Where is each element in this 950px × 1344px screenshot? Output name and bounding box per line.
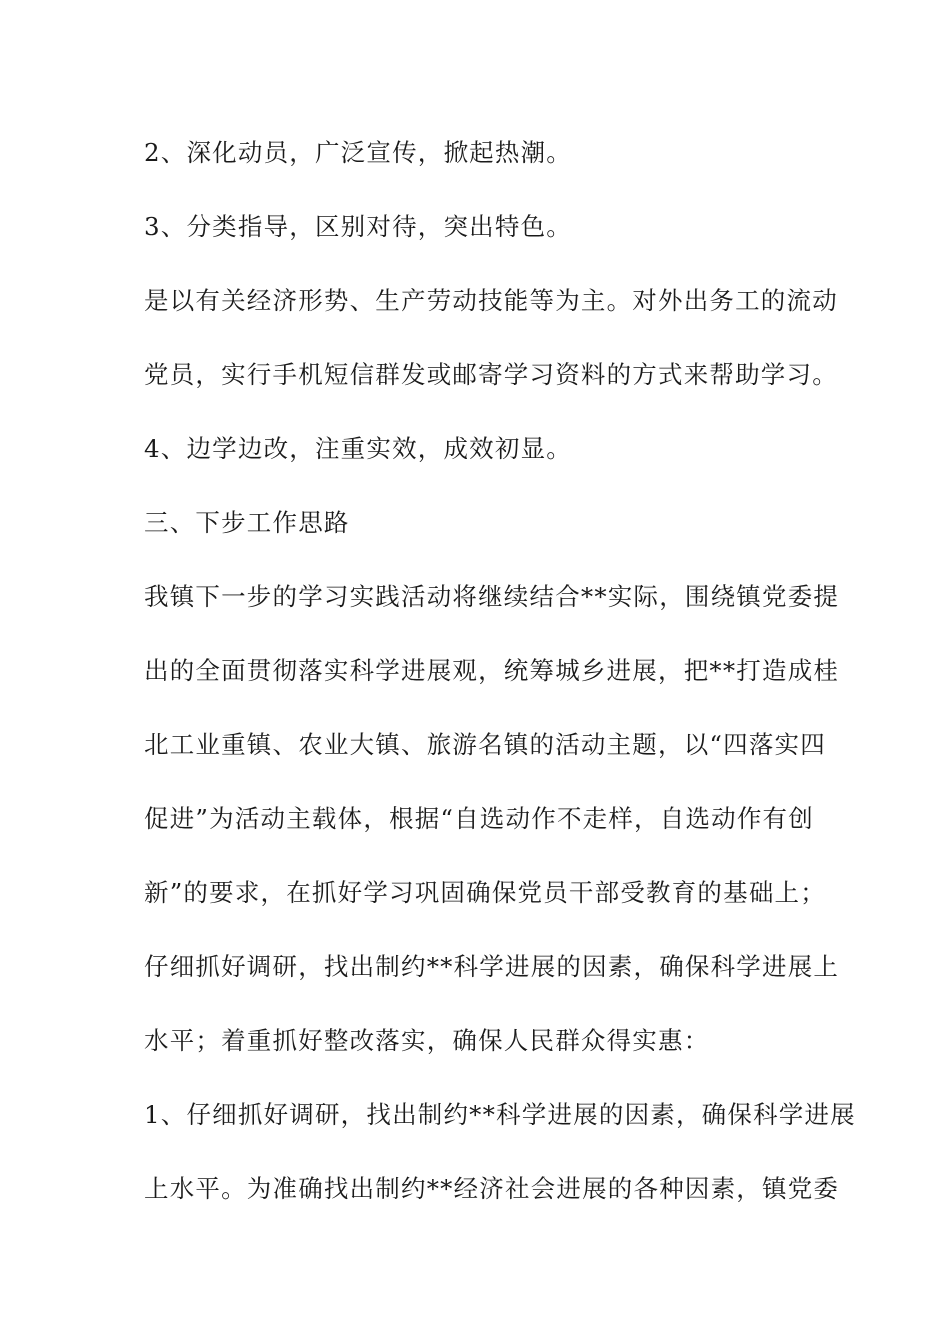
text-line: 党员，实行手机短信群发或邮寄学习资料的方式来帮助学习。 — [144, 360, 838, 389]
text-line: 是以有关经济形势、生产劳动技能等为主。对外出务工的流动 — [144, 286, 838, 315]
text-line: 仔细抓好调研，找出制约**科学进展的因素，确保科学进展上 — [144, 952, 840, 981]
text-line: 2、深化动员，广泛宣传，掀起热潮。 — [144, 138, 572, 167]
text-line: 新”的要求，在抓好学习巩固确保党员干部受教育的基础上； — [144, 878, 826, 907]
text-line: 出的全面贯彻落实科学进展观，统筹城乡进展，把**打造成桂 — [144, 656, 840, 685]
text-line: 我镇下一步的学习实践活动将继续结合**实际，围绕镇党委提 — [144, 582, 840, 611]
section-heading: 三、下步工作思路 — [144, 508, 350, 537]
text-line: 促进”为活动主载体，根据“自选动作不走样，自选动作有创 — [144, 804, 814, 833]
text-line: 上水平。为准确找出制约**经济社会进展的各种因素，镇党委 — [144, 1174, 840, 1203]
text-line: 3、分类指导，区别对待，突出特色。 — [144, 212, 572, 241]
text-line: 北工业重镇、农业大镇、旅游名镇的活动主题，以“四落实四 — [144, 730, 826, 759]
text-line: 水平；着重抓好整改落实，确保人民群众得实惠： — [144, 1026, 710, 1055]
text-line: 4、边学边改，注重实效，成效初显。 — [144, 434, 572, 463]
text-line: 1、仔细抓好调研，找出制约**科学进展的因素，确保科学进展 — [144, 1100, 856, 1129]
